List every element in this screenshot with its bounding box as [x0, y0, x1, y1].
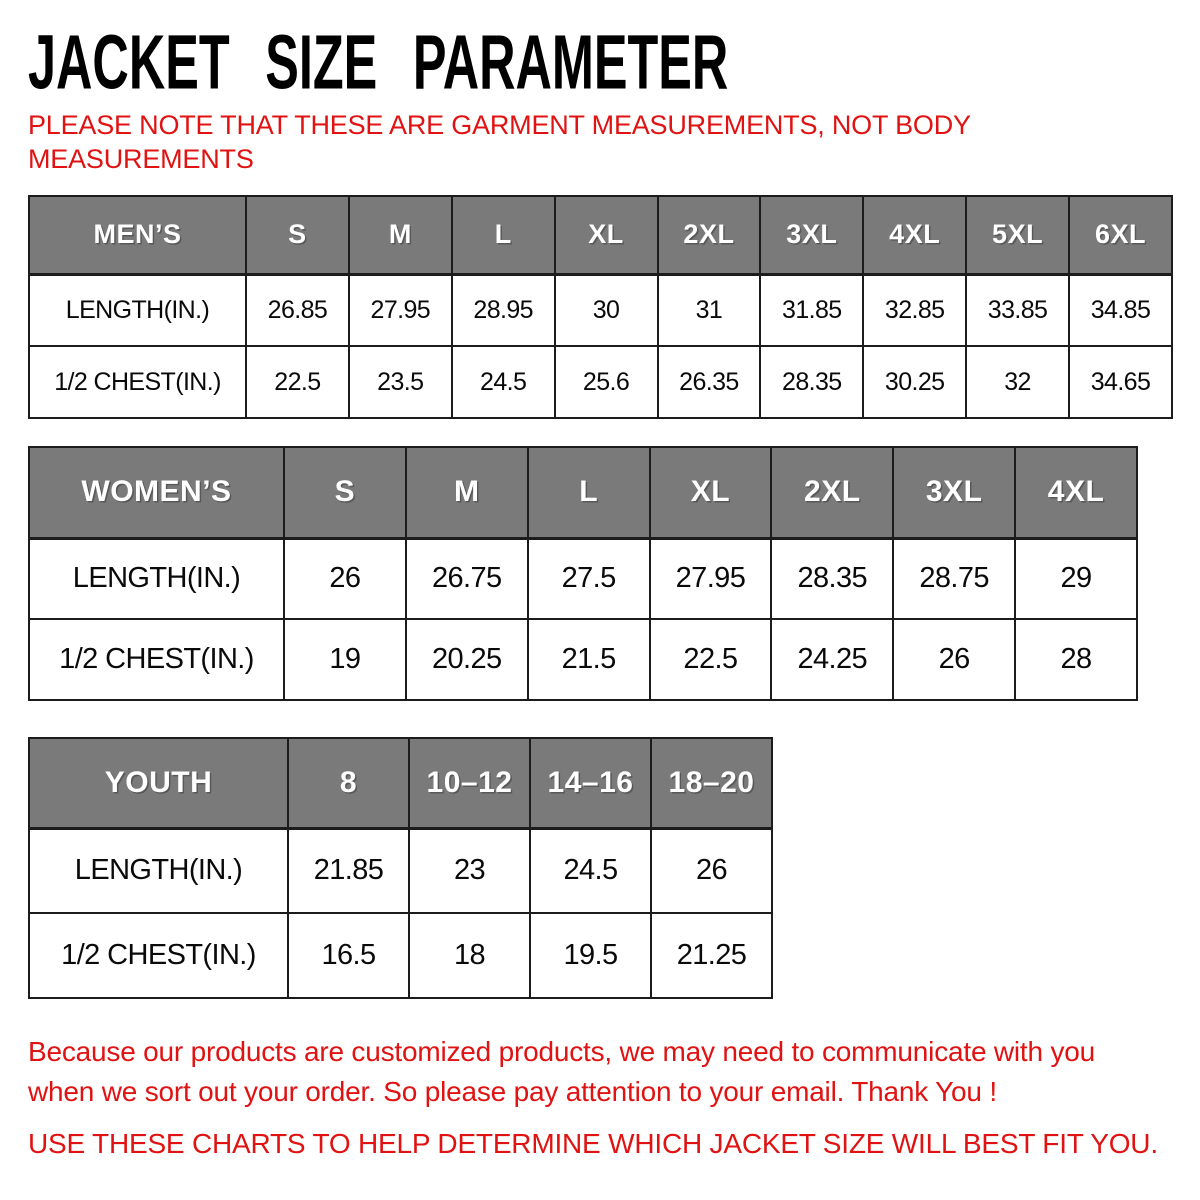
value-cell: 27.5 — [528, 538, 650, 619]
note-line-2: MEASUREMENTS — [28, 144, 254, 174]
row-label: 1/2 CHEST(IN.) — [29, 619, 284, 700]
value-cell: 27.95 — [650, 538, 772, 619]
size-header-cell: 2XL — [771, 447, 893, 538]
mens-table-title-cell: MEN’S — [29, 196, 246, 274]
value-cell: 34.85 — [1069, 274, 1172, 346]
womens-size-table — [28, 446, 1138, 701]
value-cell: 33.85 — [966, 274, 1069, 346]
value-cell: 23 — [409, 828, 530, 913]
value-cell: 21.5 — [528, 619, 650, 700]
value-cell: 18 — [409, 913, 530, 998]
value-cell: 19 — [284, 619, 406, 700]
value-cell: 32.85 — [863, 274, 966, 346]
value-cell: 31.85 — [760, 274, 863, 346]
size-header-cell: 10–12 — [409, 738, 530, 828]
value-cell: 24.5 — [530, 828, 651, 913]
size-header-cell: 4XL — [863, 196, 966, 274]
value-cell: 26 — [651, 828, 772, 913]
mens-header-row — [29, 196, 1172, 274]
size-header-cell: XL — [555, 196, 658, 274]
value-cell: 28 — [1015, 619, 1137, 700]
row-label: LENGTH(IN.) — [29, 538, 284, 619]
value-cell: 26 — [893, 619, 1015, 700]
value-cell: 26.35 — [658, 346, 761, 418]
page-title: JACKET SIZE PARAMETER — [28, 19, 729, 105]
value-cell: 28.35 — [771, 538, 893, 619]
size-header-cell: S — [246, 196, 349, 274]
size-header-cell: S — [284, 447, 406, 538]
mens-size-table — [28, 195, 1173, 419]
value-cell: 22.5 — [246, 346, 349, 418]
womens-chest-row — [29, 619, 1137, 700]
size-header-cell: 18–20 — [651, 738, 772, 828]
value-cell: 24.5 — [452, 346, 555, 418]
youth-size-table — [28, 737, 773, 999]
customization-notice-line-1: Because our products are customized products, we may need to communicate with you — [28, 1036, 1096, 1067]
value-cell: 32 — [966, 346, 1069, 418]
customization-notice — [28, 1032, 1095, 1112]
size-header-cell: 14–16 — [530, 738, 651, 828]
value-cell: 31 — [658, 274, 761, 346]
value-cell: 26 — [284, 538, 406, 619]
mens-length-row — [29, 274, 1172, 346]
youth-header-row — [29, 738, 772, 828]
youth-table-title-cell: YOUTH — [29, 738, 288, 828]
size-header-cell: 3XL — [760, 196, 863, 274]
size-header-cell: 2XL — [658, 196, 761, 274]
youth-length-row — [29, 828, 772, 913]
size-header-cell: 4XL — [1015, 447, 1137, 538]
value-cell: 25.6 — [555, 346, 658, 418]
womens-table-title-cell: WOMEN’S — [29, 447, 284, 538]
size-header-cell: 6XL — [1069, 196, 1172, 274]
size-header-cell: XL — [650, 447, 772, 538]
value-cell: 34.65 — [1069, 346, 1172, 418]
size-header-cell: M — [349, 196, 452, 274]
row-label: LENGTH(IN.) — [29, 274, 246, 346]
value-cell: 22.5 — [650, 619, 772, 700]
chart-usage-note: USE THESE CHARTS TO HELP DETERMINE WHICH JACKET SIZE WILL BEST FIT YOU. — [28, 1128, 1158, 1159]
size-header-cell: L — [528, 447, 650, 538]
value-cell: 24.25 — [771, 619, 893, 700]
note-line-1: PLEASE NOTE THAT THESE ARE GARMENT MEASUREMENTS, NOT BODY — [28, 110, 971, 140]
row-label: LENGTH(IN.) — [29, 828, 288, 913]
value-cell: 28.75 — [893, 538, 1015, 619]
value-cell: 27.95 — [349, 274, 452, 346]
value-cell: 26.75 — [406, 538, 528, 619]
customization-notice-line-2: when we sort out your order. So please pay attention to your email. Thank You ! — [28, 1076, 997, 1107]
value-cell: 29 — [1015, 538, 1137, 619]
mens-chest-row — [29, 346, 1172, 418]
value-cell: 26.85 — [246, 274, 349, 346]
size-header-cell: 5XL — [966, 196, 1069, 274]
value-cell: 20.25 — [406, 619, 528, 700]
size-header-cell: 3XL — [893, 447, 1015, 538]
value-cell: 21.85 — [288, 828, 409, 913]
size-header-cell: L — [452, 196, 555, 274]
value-cell: 23.5 — [349, 346, 452, 418]
garment-measurement-note — [28, 108, 971, 176]
womens-header-row — [29, 447, 1137, 538]
value-cell: 28.95 — [452, 274, 555, 346]
value-cell: 16.5 — [288, 913, 409, 998]
size-header-cell: M — [406, 447, 528, 538]
womens-length-row — [29, 538, 1137, 619]
youth-chest-row — [29, 913, 772, 998]
size-header-cell: 8 — [288, 738, 409, 828]
value-cell: 19.5 — [530, 913, 651, 998]
row-label: 1/2 CHEST(IN.) — [29, 913, 288, 998]
value-cell: 28.35 — [760, 346, 863, 418]
value-cell: 21.25 — [651, 913, 772, 998]
value-cell: 30 — [555, 274, 658, 346]
value-cell: 30.25 — [863, 346, 966, 418]
row-label: 1/2 CHEST(IN.) — [29, 346, 246, 418]
